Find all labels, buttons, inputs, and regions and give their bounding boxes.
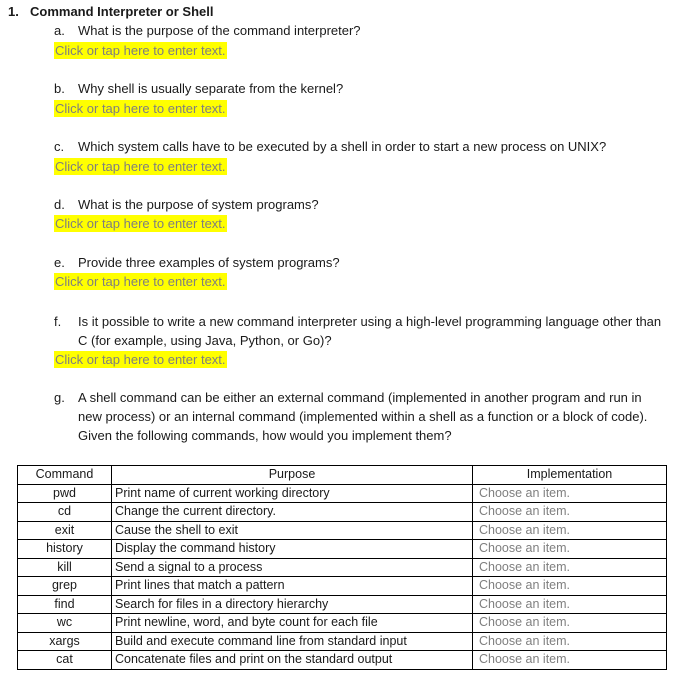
- question-b: [54, 79, 664, 98]
- question-letter: a.: [54, 23, 65, 38]
- answer-field-b[interactable]: Click or tap here to enter text.: [55, 101, 226, 116]
- purpose-cell: Send a signal to a process: [112, 558, 473, 577]
- command-cell: cd: [18, 503, 112, 522]
- question-a: [54, 21, 664, 40]
- column-header-implementation: Implementation: [473, 466, 667, 485]
- command-cell: cat: [18, 651, 112, 670]
- purpose-cell: Print newline, word, and byte count for each file: [112, 614, 473, 633]
- question-text: A shell command can be either an external command (implemented in another program and run in new process) or an internal command (implemented within a shell as a function or a block of code). Given the following commands, how would you implement them?: [78, 390, 648, 443]
- column-header-command: Command: [18, 466, 112, 485]
- implementation-dropdown[interactable]: Choose an item.: [473, 595, 667, 614]
- answer-field-e[interactable]: Click or tap here to enter text.: [55, 274, 226, 289]
- answer-field-f[interactable]: Click or tap here to enter text.: [55, 352, 226, 367]
- implementation-dropdown[interactable]: Choose an item.: [473, 558, 667, 577]
- purpose-cell: Print lines that match a pattern: [112, 577, 473, 596]
- table-row: [18, 632, 667, 651]
- table-row: [18, 521, 667, 540]
- command-cell: pwd: [18, 484, 112, 503]
- table-row: [18, 503, 667, 522]
- question-e: [54, 253, 664, 272]
- command-cell: exit: [18, 521, 112, 540]
- question-text: Is it possible to write a new command interpreter using a high-level programming language other than C (for example, using Java, Python, or Go)?: [78, 314, 662, 348]
- question-f: [54, 312, 664, 350]
- command-cell: history: [18, 540, 112, 559]
- purpose-cell: Cause the shell to exit: [112, 521, 473, 540]
- purpose-cell: Change the current directory.: [112, 503, 473, 522]
- command-cell: xargs: [18, 632, 112, 651]
- purpose-cell: Display the command history: [112, 540, 473, 559]
- question-text: What is the purpose of the command interpreter?: [78, 23, 361, 38]
- question-letter: f.: [54, 314, 62, 329]
- purpose-cell: Print name of current working directory: [112, 484, 473, 503]
- implementation-dropdown[interactable]: Choose an item.: [473, 540, 667, 559]
- table-row: [18, 595, 667, 614]
- implementation-dropdown[interactable]: Choose an item.: [473, 484, 667, 503]
- section-title: Command Interpreter or Shell: [30, 4, 214, 19]
- answer-field-d[interactable]: Click or tap here to enter text.: [55, 216, 226, 231]
- command-cell: kill: [18, 558, 112, 577]
- answer-field-a[interactable]: Click or tap here to enter text.: [55, 43, 226, 58]
- purpose-cell: Concatenate files and print on the standard output: [112, 651, 473, 670]
- table-row: [18, 577, 667, 596]
- implementation-dropdown[interactable]: Choose an item.: [473, 503, 667, 522]
- question-letter: c.: [54, 139, 65, 154]
- command-cell: find: [18, 595, 112, 614]
- table-header-row: [18, 466, 667, 485]
- question-text: Which system calls have to be executed by a shell in order to start a new process on UNIX?: [78, 139, 607, 154]
- section-heading: [8, 4, 213, 19]
- question-text: Why shell is usually separate from the kernel?: [78, 81, 344, 96]
- table-row: [18, 484, 667, 503]
- commands-table: [17, 465, 667, 670]
- question-c: [54, 137, 664, 156]
- table-row: [18, 540, 667, 559]
- question-text: What is the purpose of system programs?: [78, 197, 319, 212]
- implementation-dropdown[interactable]: Choose an item.: [473, 632, 667, 651]
- question-letter: g.: [54, 390, 65, 405]
- implementation-dropdown[interactable]: Choose an item.: [473, 651, 667, 670]
- table-row: [18, 651, 667, 670]
- implementation-dropdown[interactable]: Choose an item.: [473, 614, 667, 633]
- section-number: 1.: [8, 4, 19, 19]
- question-d: [54, 195, 664, 214]
- question-letter: e.: [54, 255, 65, 270]
- question-letter: b.: [54, 81, 65, 96]
- question-letter: d.: [54, 197, 65, 212]
- table-row: [18, 558, 667, 577]
- table-row: [18, 614, 667, 633]
- implementation-dropdown[interactable]: Choose an item.: [473, 577, 667, 596]
- command-cell: wc: [18, 614, 112, 633]
- command-cell: grep: [18, 577, 112, 596]
- question-text: Provide three examples of system programs?: [78, 255, 340, 270]
- question-g: [54, 388, 664, 445]
- purpose-cell: Build and execute command line from standard input: [112, 632, 473, 651]
- answer-field-c[interactable]: Click or tap here to enter text.: [55, 159, 226, 174]
- column-header-purpose: Purpose: [112, 466, 473, 485]
- implementation-dropdown[interactable]: Choose an item.: [473, 521, 667, 540]
- purpose-cell: Search for files in a directory hierarchy: [112, 595, 473, 614]
